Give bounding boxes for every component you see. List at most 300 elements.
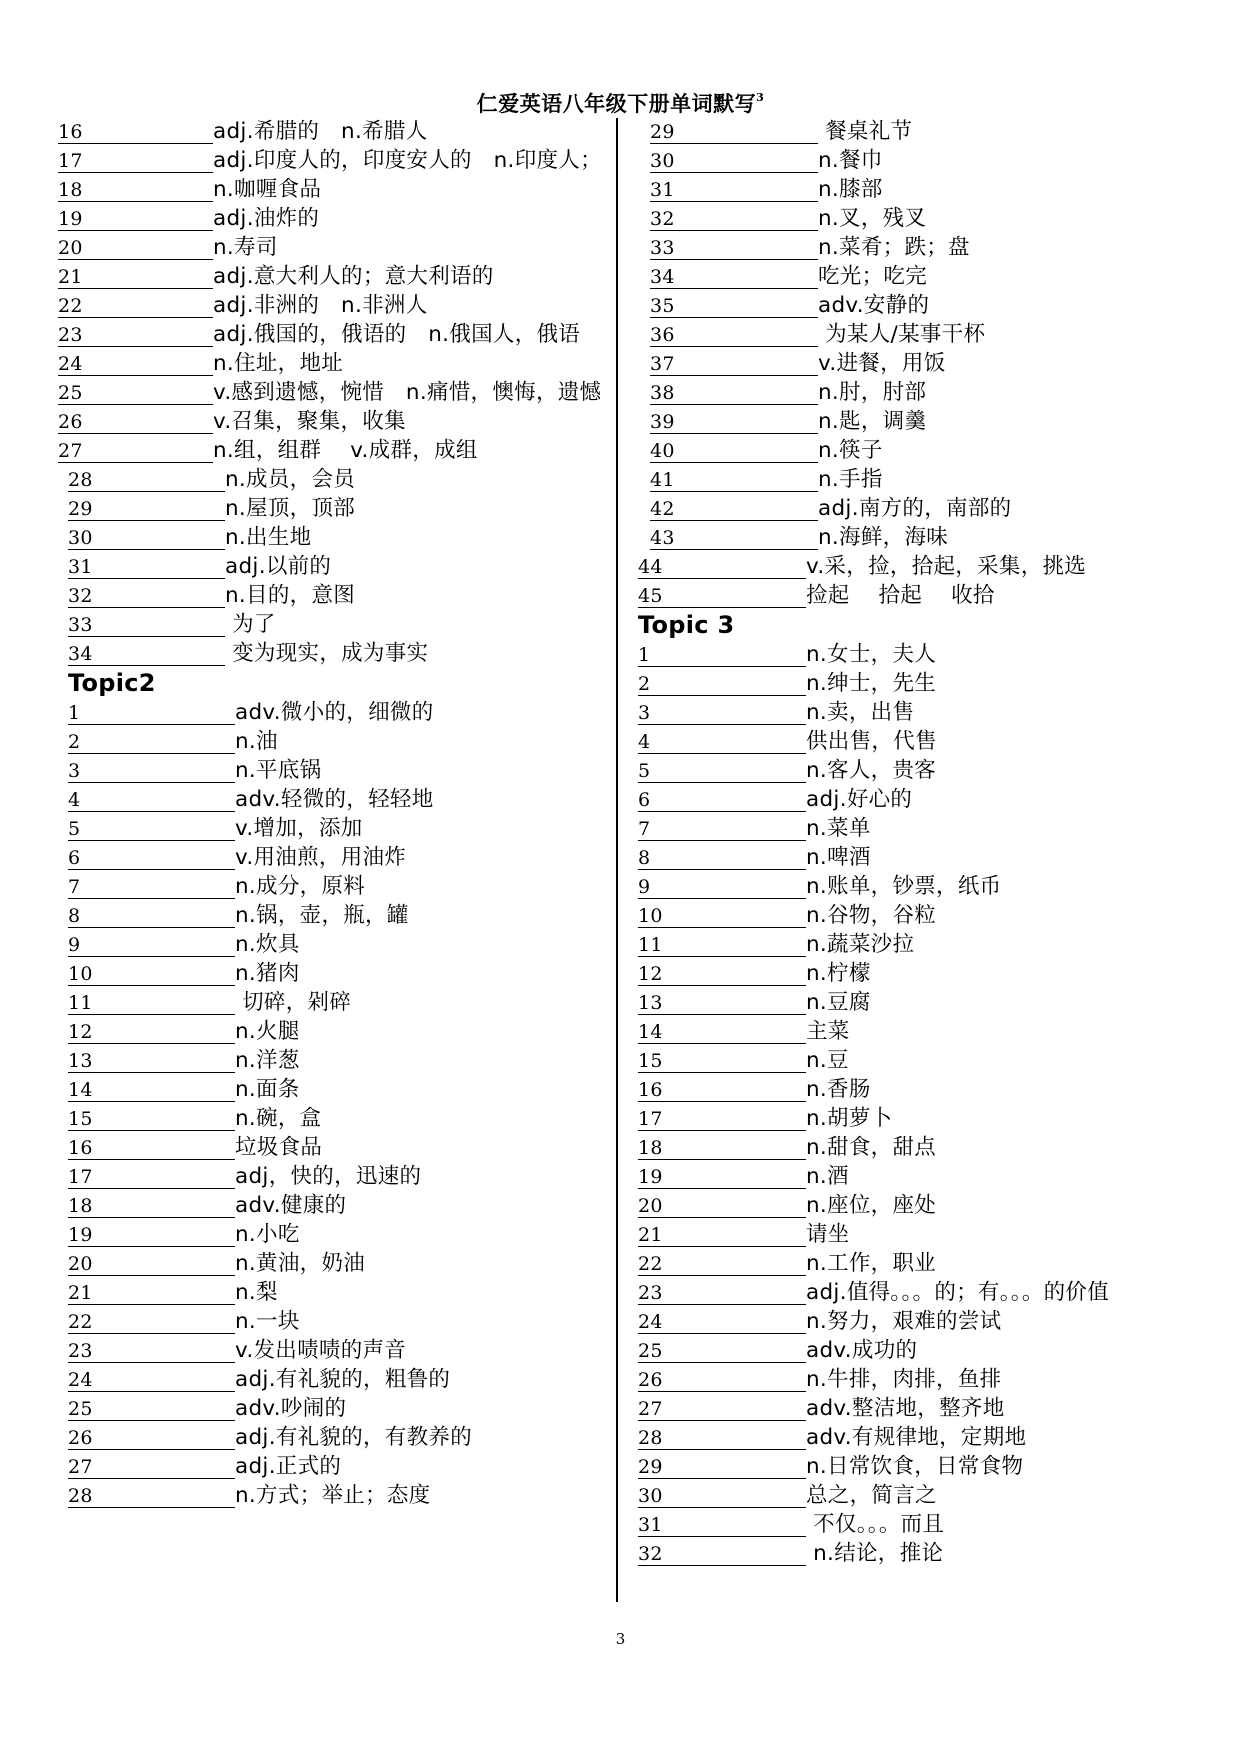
- answer-blank[interactable]: 31: [68, 553, 225, 579]
- answer-blank[interactable]: 26: [638, 1366, 806, 1392]
- answer-blank[interactable]: 18: [58, 176, 213, 202]
- definition-text: n.绅士，先生: [806, 671, 937, 696]
- vocab-row: [650, 117, 1198, 146]
- answer-blank[interactable]: 16: [68, 1134, 235, 1160]
- definition-text: v.增加，添加: [235, 816, 363, 841]
- vocab-row: [68, 814, 613, 843]
- definition-text: n.匙，调羹: [818, 409, 927, 434]
- definition-text: n.屋顶，顶部: [225, 496, 356, 521]
- vocab-row: [58, 262, 613, 291]
- definition-text: v.用油煎，用油炸: [235, 845, 407, 870]
- definition-text: adv.成功的: [806, 1338, 918, 1363]
- answer-blank[interactable]: 17: [58, 147, 213, 173]
- answer-blank[interactable]: 3: [638, 699, 806, 725]
- vocab-row: [68, 727, 613, 756]
- answer-blank[interactable]: 23: [638, 1279, 806, 1305]
- answer-blank[interactable]: 11: [68, 989, 235, 1015]
- answer-blank[interactable]: 1: [68, 699, 235, 725]
- vocab-row: [58, 291, 613, 320]
- vocab-row: [68, 1278, 613, 1307]
- answer-blank[interactable]: 32: [650, 205, 818, 231]
- definition-text: n.胡萝卜: [806, 1106, 893, 1131]
- definition-text: adj，快的，迅速的: [235, 1164, 422, 1189]
- vocab-row: [650, 233, 1198, 262]
- definition-text: adj.希腊的 n.希腊人: [213, 119, 428, 144]
- answer-blank[interactable]: 32: [638, 1540, 806, 1566]
- answer-blank[interactable]: 4: [638, 728, 806, 754]
- vocab-row: [58, 204, 613, 233]
- answer-blank[interactable]: 39: [650, 408, 818, 434]
- answer-blank[interactable]: 7: [68, 873, 235, 899]
- answer-blank[interactable]: 24: [638, 1308, 806, 1334]
- answer-blank[interactable]: 10: [638, 902, 806, 928]
- vocab-row: [58, 117, 613, 146]
- definition-text: n.工作，职业: [806, 1251, 937, 1276]
- answer-blank[interactable]: 35: [650, 292, 818, 318]
- vocab-row: [638, 1510, 1198, 1539]
- answer-blank[interactable]: 9: [638, 873, 806, 899]
- vocab-row: [638, 581, 1198, 610]
- vocab-row: [68, 610, 613, 639]
- vocab-row: [638, 552, 1198, 581]
- definition-text: adj.意大利人的；意大利语的: [213, 264, 494, 289]
- vocab-row: [68, 930, 613, 959]
- vocab-row: [638, 814, 1198, 843]
- vocab-row: [638, 872, 1198, 901]
- answer-blank[interactable]: 2: [638, 670, 806, 696]
- answer-blank[interactable]: 15: [638, 1047, 806, 1073]
- answer-blank[interactable]: 25: [68, 1395, 235, 1421]
- definition-text: 垃圾食品: [235, 1135, 323, 1160]
- definition-text: 不仅。。。而且: [806, 1512, 945, 1537]
- definition-text: adj.非洲的 n.非洲人: [213, 293, 428, 318]
- page-title: [0, 88, 1241, 118]
- definition-text: 主菜: [806, 1019, 850, 1044]
- vocab-row: [68, 1336, 613, 1365]
- answer-blank[interactable]: 43: [650, 524, 818, 550]
- definition-text: n.面条: [235, 1077, 300, 1102]
- vocab-row: [638, 1423, 1198, 1452]
- vocab-row: [68, 1191, 613, 1220]
- definition-text: n.账单，钞票，纸币: [806, 874, 1002, 899]
- answer-blank[interactable]: 31: [638, 1511, 806, 1537]
- answer-blank[interactable]: 11: [638, 931, 806, 957]
- vocab-row: [68, 756, 613, 785]
- answer-blank[interactable]: 38: [650, 379, 818, 405]
- answer-blank[interactable]: 33: [68, 611, 225, 637]
- vocab-row: [638, 843, 1198, 872]
- answer-blank[interactable]: 9: [68, 931, 235, 957]
- vocab-row: [68, 465, 613, 494]
- definition-text: 为某人/某事干杯: [818, 322, 986, 347]
- vocab-row: [58, 233, 613, 262]
- definition-text: adj.有礼貌的，粗鲁的: [235, 1367, 451, 1392]
- definition-text: adv.吵闹的: [235, 1396, 347, 1421]
- answer-blank[interactable]: 33: [650, 234, 818, 260]
- vocab-row: [638, 1336, 1198, 1365]
- definition-text: v.发出啧啧的声音: [235, 1338, 407, 1363]
- definition-text: 切碎，剁碎: [235, 990, 352, 1015]
- answer-blank[interactable]: 17: [68, 1163, 235, 1189]
- vocab-row: [638, 1104, 1198, 1133]
- definition-text: n.手指: [818, 467, 883, 492]
- answer-blank[interactable]: 10: [68, 960, 235, 986]
- definition-text: n.客人，贵客: [806, 758, 937, 783]
- definition-text: n.住址，地址: [213, 351, 344, 376]
- vocab-row: [650, 262, 1198, 291]
- vocab-row: [68, 1365, 613, 1394]
- definition-text: 餐桌礼节: [818, 119, 913, 144]
- definition-text: 捡起 拾起 收拾: [806, 583, 995, 608]
- definition-text: adv.健康的: [235, 1193, 347, 1218]
- topic2-list: [58, 698, 613, 1510]
- definition-text: adv.整洁地，整齐地: [806, 1396, 1005, 1421]
- definition-text: n.卖，出售: [806, 700, 915, 725]
- answer-blank[interactable]: 28: [68, 466, 225, 492]
- definition-text: n.结论，推论: [806, 1541, 944, 1566]
- definition-text: n.碗，盒: [235, 1106, 322, 1131]
- answer-blank[interactable]: 21: [638, 1221, 806, 1247]
- vocab-row: [68, 959, 613, 988]
- answer-blank[interactable]: 21: [58, 263, 213, 289]
- definition-text: adj.南方的，南部的: [818, 496, 1012, 521]
- answer-blank[interactable]: 13: [68, 1047, 235, 1073]
- definition-text: n.咖喱食品: [213, 177, 322, 202]
- vocab-row: [58, 146, 613, 175]
- definition-text: n.锅，壶，瓶，罐: [235, 903, 409, 928]
- topic1-list-a: [58, 117, 613, 465]
- answer-blank[interactable]: 23: [58, 321, 213, 347]
- vocab-row: [650, 175, 1198, 204]
- definition-text: n.菜单: [806, 816, 871, 841]
- vocab-row: [638, 1539, 1198, 1568]
- vocab-row: [638, 1133, 1198, 1162]
- vocab-row: [58, 436, 613, 465]
- definition-text: n.蔬菜沙拉: [806, 932, 915, 957]
- answer-blank[interactable]: 29: [638, 1453, 806, 1479]
- definition-text: v.采，捡，拾起，采集，挑选: [806, 554, 1087, 579]
- vocab-row: [650, 146, 1198, 175]
- vocab-row: [650, 407, 1198, 436]
- vocab-row: [68, 581, 613, 610]
- answer-blank[interactable]: 30: [638, 1482, 806, 1508]
- answer-blank[interactable]: 12: [638, 960, 806, 986]
- answer-blank[interactable]: 20: [58, 234, 213, 260]
- definition-text: n.甜食，甜点: [806, 1135, 937, 1160]
- definition-text: 为了: [225, 612, 276, 637]
- definition-text: n.洋葱: [235, 1048, 300, 1073]
- definition-text: n.组，组群 v.成群，成组: [213, 438, 478, 463]
- definition-text: n.平底锅: [235, 758, 322, 783]
- vocab-row: [68, 785, 613, 814]
- answer-blank[interactable]: 7: [638, 815, 806, 841]
- vocab-row: [638, 1017, 1198, 1046]
- topic3-heading: Topic 3: [638, 611, 735, 639]
- vocab-row: [68, 639, 613, 668]
- answer-blank[interactable]: 8: [638, 844, 806, 870]
- definition-text: n.牛排，肉排，鱼排: [806, 1367, 1002, 1392]
- definition-text: n.日常饮食，日常食物: [806, 1454, 1024, 1479]
- answer-blank[interactable]: 27: [68, 1453, 235, 1479]
- topic2-heading: Topic2: [68, 669, 156, 697]
- definition-text: v.感到遗憾，惋惜 n.痛惜，懊悔，遗憾: [213, 380, 602, 405]
- definition-text: n.一块: [235, 1309, 300, 1334]
- vocab-row: [650, 291, 1198, 320]
- vocab-row: [638, 988, 1198, 1017]
- vocab-row: [58, 407, 613, 436]
- vocab-row: [68, 1220, 613, 1249]
- vocab-row: [638, 1452, 1198, 1481]
- topic3-list: [638, 640, 1198, 1568]
- definition-text: n.膝部: [818, 177, 883, 202]
- vocab-row: [650, 436, 1198, 465]
- vocab-row: [638, 1481, 1198, 1510]
- definition-text: adj.俄国的，俄语的 n.俄国人，俄语: [213, 322, 581, 347]
- vocab-row: [68, 1017, 613, 1046]
- answer-blank[interactable]: 20: [638, 1192, 806, 1218]
- definition-text: n.油: [235, 729, 278, 754]
- definition-text: adj.印度人的，印度安人的 n.印度人；: [213, 148, 602, 173]
- answer-blank[interactable]: 18: [638, 1134, 806, 1160]
- vocab-row: [638, 1278, 1198, 1307]
- definition-text: n.酒: [806, 1164, 849, 1189]
- vocab-row: [68, 494, 613, 523]
- vocab-row: [638, 1046, 1198, 1075]
- definition-text: v.召集，聚集，收集: [213, 409, 406, 434]
- definition-text: n.海鲜，海味: [818, 525, 949, 550]
- definition-text: n.筷子: [818, 438, 883, 463]
- definition-text: n.豆: [806, 1048, 849, 1073]
- definition-text: adj.以前的: [225, 554, 332, 579]
- definition-text: n.努力，艰难的尝试: [806, 1309, 1002, 1334]
- answer-blank[interactable]: 34: [650, 263, 818, 289]
- answer-blank[interactable]: 6: [68, 844, 235, 870]
- vocab-row: [638, 1220, 1198, 1249]
- answer-blank[interactable]: 4: [68, 786, 235, 812]
- vocab-row: [68, 1423, 613, 1452]
- vocab-row: [638, 1075, 1198, 1104]
- vocab-row: [638, 669, 1198, 698]
- answer-blank[interactable]: 5: [638, 757, 806, 783]
- definition-text: n.出生地: [225, 525, 312, 550]
- definition-text: n.柠檬: [806, 961, 871, 986]
- answer-blank[interactable]: 37: [650, 350, 818, 376]
- left-column: [58, 117, 613, 1510]
- answer-blank[interactable]: 26: [68, 1424, 235, 1450]
- vocab-row: [68, 1133, 613, 1162]
- answer-blank[interactable]: 19: [638, 1163, 806, 1189]
- definition-text: 总之，简言之: [806, 1483, 937, 1508]
- vocab-row: [638, 901, 1198, 930]
- vocab-row: [58, 175, 613, 204]
- definition-text: n.小吃: [235, 1222, 300, 1247]
- definition-text: n.谷物，谷粒: [806, 903, 937, 928]
- vocab-row: [650, 523, 1198, 552]
- answer-blank[interactable]: 28: [68, 1482, 235, 1508]
- vocab-row: [638, 930, 1198, 959]
- definition-text: adj.油炸的: [213, 206, 320, 231]
- definition-text: n.梨: [235, 1280, 278, 1305]
- vocab-row: [68, 698, 613, 727]
- answer-blank[interactable]: 28: [638, 1424, 806, 1450]
- answer-blank[interactable]: 20: [68, 1250, 235, 1276]
- definition-text: adj.有礼貌的，有教养的: [235, 1425, 473, 1450]
- answer-blank[interactable]: 36: [650, 321, 818, 347]
- answer-blank[interactable]: 26: [58, 408, 213, 434]
- answer-blank[interactable]: 6: [638, 786, 806, 812]
- answer-blank[interactable]: 19: [68, 1221, 235, 1247]
- answer-blank[interactable]: 2: [68, 728, 235, 754]
- answer-blank[interactable]: 31: [650, 176, 818, 202]
- definition-text: adj.好心的: [806, 787, 913, 812]
- definition-text: n.炊具: [235, 932, 300, 957]
- answer-blank[interactable]: 44: [638, 553, 806, 579]
- definition-text: n.黄油，奶油: [235, 1251, 366, 1276]
- vocab-row: [68, 988, 613, 1017]
- definition-text: n.啤酒: [806, 845, 871, 870]
- definition-text: n.成员，会员: [225, 467, 356, 492]
- answer-blank[interactable]: 40: [650, 437, 818, 463]
- answer-blank[interactable]: 24: [68, 1366, 235, 1392]
- definition-text: adj.值得。。。的；有。。。的价值: [806, 1280, 1110, 1305]
- vocab-row: [638, 1365, 1198, 1394]
- answer-blank[interactable]: 22: [638, 1250, 806, 1276]
- definition-text: n.叉，残叉: [818, 206, 927, 231]
- answer-blank[interactable]: 23: [68, 1337, 235, 1363]
- definition-text: n.餐巾: [818, 148, 883, 173]
- answer-blank[interactable]: 8: [68, 902, 235, 928]
- answer-blank[interactable]: 25: [58, 379, 213, 405]
- vocab-row: [68, 1075, 613, 1104]
- definition-text: n.方式；举止；态度: [235, 1483, 431, 1508]
- vocab-row: [638, 1249, 1198, 1278]
- vocab-row: [68, 1481, 613, 1510]
- answer-blank[interactable]: 13: [638, 989, 806, 1015]
- answer-blank[interactable]: 21: [68, 1279, 235, 1305]
- answer-blank[interactable]: 45: [638, 582, 806, 608]
- definition-text: n.寿司: [213, 235, 278, 260]
- vocab-row: [650, 204, 1198, 233]
- answer-blank[interactable]: 30: [650, 147, 818, 173]
- vocab-row: [58, 320, 613, 349]
- vocab-row: [638, 756, 1198, 785]
- title-text: 仁爱英语八年级下册单词默写: [476, 91, 757, 116]
- answer-blank[interactable]: 14: [638, 1018, 806, 1044]
- definition-text: n.肘，肘部: [818, 380, 927, 405]
- vocab-row: [650, 378, 1198, 407]
- definition-text: n.火腿: [235, 1019, 300, 1044]
- vocab-row: [638, 727, 1198, 756]
- answer-blank[interactable]: 16: [638, 1076, 806, 1102]
- vocab-row: [68, 552, 613, 581]
- definition-text: v.进餐，用饭: [818, 351, 946, 376]
- page-number: 3: [615, 1630, 626, 1648]
- definition-text: n.菜肴；跌；盘: [818, 235, 970, 260]
- vocab-row: [58, 378, 613, 407]
- definition-text: n.猪肉: [235, 961, 300, 986]
- vocab-row: [650, 465, 1198, 494]
- topic2-list-end: [638, 552, 1198, 610]
- vocab-row: [68, 1307, 613, 1336]
- answer-blank[interactable]: 15: [68, 1105, 235, 1131]
- answer-blank[interactable]: 42: [650, 495, 818, 521]
- answer-blank[interactable]: 12: [68, 1018, 235, 1044]
- definition-text: n.成分，原料: [235, 874, 366, 899]
- vocab-row: [638, 698, 1198, 727]
- answer-blank[interactable]: 25: [638, 1337, 806, 1363]
- vocab-row: [638, 785, 1198, 814]
- vocab-row: [638, 1394, 1198, 1423]
- vocab-row: [650, 349, 1198, 378]
- vocab-row: [638, 1162, 1198, 1191]
- definition-text: adj.正式的: [235, 1454, 342, 1479]
- answer-blank[interactable]: 1: [638, 641, 806, 667]
- vocab-row: [68, 1452, 613, 1481]
- vocab-row: [68, 523, 613, 552]
- vocab-row: [650, 320, 1198, 349]
- topic2-list-continued: [638, 117, 1198, 552]
- answer-blank[interactable]: 18: [68, 1192, 235, 1218]
- definition-text: adv.安静的: [818, 293, 930, 318]
- definition-text: adv.轻微的，轻轻地: [235, 787, 434, 812]
- answer-blank[interactable]: 5: [68, 815, 235, 841]
- right-column: [638, 117, 1198, 1568]
- vocab-row: [68, 1249, 613, 1278]
- answer-blank[interactable]: 3: [68, 757, 235, 783]
- vocab-row: [68, 872, 613, 901]
- answer-blank[interactable]: 19: [58, 205, 213, 231]
- answer-blank[interactable]: 22: [58, 292, 213, 318]
- vocab-row: [638, 1191, 1198, 1220]
- answer-blank[interactable]: 14: [68, 1076, 235, 1102]
- vocab-row: [638, 640, 1198, 669]
- title-superscript: 3: [756, 91, 765, 104]
- definition-text: 变为现实，成为事实: [225, 641, 429, 666]
- vocab-row: [68, 1162, 613, 1191]
- vocab-row: [650, 494, 1198, 523]
- definition-text: 请坐: [806, 1222, 850, 1247]
- definition-text: n.香肠: [806, 1077, 871, 1102]
- definition-text: adv.有规律地，定期地: [806, 1425, 1027, 1450]
- definition-text: n.豆腐: [806, 990, 871, 1015]
- column-divider: [616, 118, 618, 1602]
- answer-blank[interactable]: 27: [638, 1395, 806, 1421]
- answer-blank[interactable]: 29: [650, 118, 818, 144]
- answer-blank[interactable]: 27: [58, 437, 213, 463]
- vocab-row: [58, 349, 613, 378]
- answer-blank[interactable]: 32: [68, 582, 225, 608]
- vocab-row: [68, 901, 613, 930]
- vocab-row: [68, 1046, 613, 1075]
- topic1-list-b: [58, 465, 613, 668]
- answer-blank[interactable]: 29: [68, 495, 225, 521]
- answer-blank[interactable]: 41: [650, 466, 818, 492]
- vocab-row: [638, 1307, 1198, 1336]
- definition-text: n.目的，意图: [225, 583, 356, 608]
- answer-blank[interactable]: 17: [638, 1105, 806, 1131]
- definition-text: n.女士，夫人: [806, 642, 937, 667]
- answer-blank[interactable]: 30: [68, 524, 225, 550]
- definition-text: n.座位，座处: [806, 1193, 937, 1218]
- answer-blank[interactable]: 16: [58, 118, 213, 144]
- definition-text: 吃光；吃完: [818, 264, 928, 289]
- vocab-row: [638, 959, 1198, 988]
- vocab-row: [68, 1104, 613, 1133]
- answer-blank[interactable]: 34: [68, 640, 225, 666]
- answer-blank[interactable]: 24: [58, 350, 213, 376]
- vocab-row: [68, 1394, 613, 1423]
- answer-blank[interactable]: 22: [68, 1308, 235, 1334]
